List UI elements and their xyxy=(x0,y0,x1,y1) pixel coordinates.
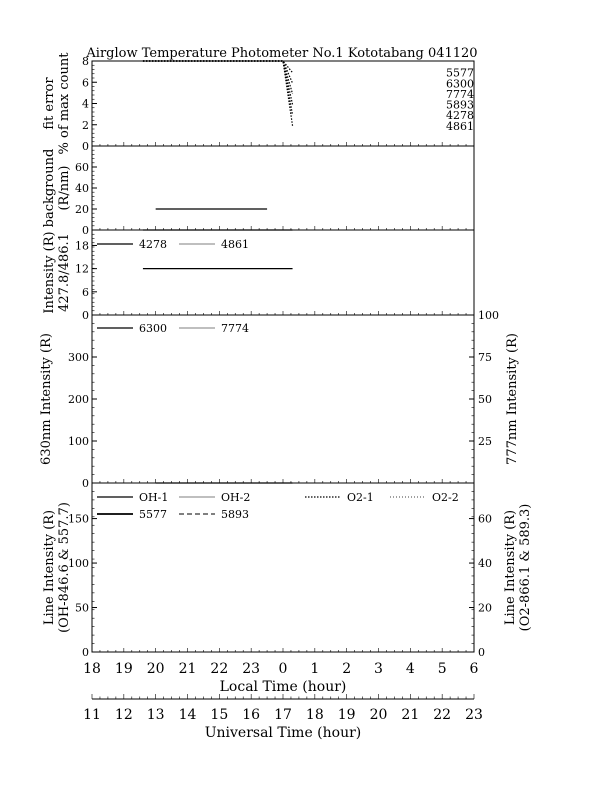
line-intensity-oh-o2-ylabel: Line Intensity (R) xyxy=(42,509,57,626)
intensity-630-777-right-ylabel: 777nm Intensity (R) xyxy=(505,333,520,465)
legend-label-OH-1: OH-1 xyxy=(139,491,169,504)
line-intensity-oh-o2-right-tick-label: 0 xyxy=(478,646,485,659)
panel-background xyxy=(42,146,474,237)
series-label-4861: 4861 xyxy=(446,119,474,133)
local-time-tick-label: 4 xyxy=(405,661,415,677)
universal-time-tick-label: 20 xyxy=(369,707,388,723)
line-intensity-oh-o2-left-tick-label: 150 xyxy=(68,512,89,526)
local-time-tick-label: 23 xyxy=(242,661,261,677)
universal-time-tick-label: 22 xyxy=(433,707,452,723)
fit-error-ylabel: % of max count xyxy=(57,52,72,155)
line-intensity-oh-o2-left-tick-label: 0 xyxy=(82,646,89,659)
local-time-tick-label: 18 xyxy=(83,661,101,677)
universal-time-tick-label: 13 xyxy=(146,707,165,723)
universal-time-tick-label: 23 xyxy=(465,707,483,723)
series-label-7774: 7774 xyxy=(446,87,474,101)
fit-error-left-tick-label: 6 xyxy=(82,76,89,90)
intensity-630-777-ylabel: 630nm Intensity (R) xyxy=(39,333,54,465)
intensity-427-486-left-tick-label: 6 xyxy=(82,285,89,299)
universal-time-tick-label: 16 xyxy=(242,707,261,723)
series-fit-error-5577 xyxy=(143,61,293,73)
series-fit-error-5893 xyxy=(143,61,293,105)
intensity-630-777-left-tick-label: 200 xyxy=(68,393,89,406)
fit-error-left-tick-label: 0 xyxy=(82,140,89,153)
series-fit-error-7774 xyxy=(143,61,293,94)
line-intensity-oh-o2-right-tick-label: 40 xyxy=(478,557,492,571)
fit-error-left-tick-label: 4 xyxy=(82,97,89,111)
fit-error-ylabel: fit error xyxy=(42,77,57,130)
universal-time-tick-label: 17 xyxy=(274,707,292,723)
line-intensity-oh-o2-right-tick-label: 20 xyxy=(478,601,492,615)
background-left-tick-label: 40 xyxy=(75,182,89,195)
local-time-tick-label: 5 xyxy=(437,661,447,677)
background-ylabel: background xyxy=(42,148,57,228)
background-ylabel: (R/nm) xyxy=(57,165,72,211)
legend-label-4861: 4861 xyxy=(221,238,249,251)
series-label-5577: 5577 xyxy=(446,66,474,80)
local-time-tick-label: 6 xyxy=(469,661,479,677)
series-fit-error-4861 xyxy=(143,61,293,126)
intensity-427-486-ylabel: 427.8/486.1 xyxy=(57,233,72,312)
series-label-6300: 6300 xyxy=(446,77,474,91)
universal-time-tick-label: 12 xyxy=(114,707,133,723)
legend-label-OH-2: OH-2 xyxy=(221,491,251,504)
line-intensity-oh-o2-right-ylabel: (O2-866.1 & 589.3) xyxy=(518,503,533,632)
local-time-tick-label: 20 xyxy=(146,661,165,677)
legend-label-O2-1: O2-1 xyxy=(347,491,374,504)
background-left-tick-label: 60 xyxy=(75,161,89,174)
local-time-tick-label: 21 xyxy=(178,661,197,677)
series-label-4278: 4278 xyxy=(446,109,474,123)
line-intensity-oh-o2-left-tick-label: 50 xyxy=(75,601,89,615)
background-left-tick-label: 20 xyxy=(75,203,89,216)
intensity-630-777-right-tick-label: 50 xyxy=(478,393,492,406)
universal-time-tick-label: 21 xyxy=(401,707,420,723)
panel-line-intensity-oh-o2 xyxy=(42,483,533,659)
intensity-630-777-left-tick-label: 100 xyxy=(68,435,89,448)
universal-time-tick-label: 19 xyxy=(337,707,356,723)
local-time-tick-label: 3 xyxy=(374,661,383,677)
fit-error-left-tick-label: 2 xyxy=(82,118,89,132)
intensity-630-777-right-tick-label: 25 xyxy=(478,435,492,448)
legend-label-5577: 5577 xyxy=(139,508,167,521)
universal-time-tick-label: 11 xyxy=(83,707,101,723)
local-time-tick-label: 0 xyxy=(278,661,288,677)
panels xyxy=(39,52,533,659)
chart-title: Airglow Temperature Photometer No.1 Kototabang 041120 xyxy=(86,46,478,61)
intensity-630-777-right-tick-label: 75 xyxy=(478,351,492,364)
legend-label-5893: 5893 xyxy=(221,508,249,521)
legend-label-7774: 7774 xyxy=(221,322,249,335)
universal-time-tick-label: 14 xyxy=(178,707,197,723)
local-time-tick-label: 22 xyxy=(210,661,229,677)
legend-label-O2-2: O2-2 xyxy=(432,491,459,504)
panel-intensity-427-486 xyxy=(42,230,474,322)
background-frame xyxy=(92,146,474,230)
panel-fit-error xyxy=(42,52,474,155)
fit-error-frame xyxy=(92,61,474,146)
line-intensity-oh-o2-ylabel: (OH-846.6 & 557.7) xyxy=(57,502,72,633)
series-fit-error-6300 xyxy=(143,61,293,83)
intensity-630-777-left-tick-label: 300 xyxy=(68,351,89,364)
line-intensity-oh-o2-right-tick-label: 60 xyxy=(478,512,492,526)
line-intensity-oh-o2-left-tick-label: 100 xyxy=(68,557,89,571)
local-time-tick-label: 2 xyxy=(342,661,352,677)
local-time-axis-label: Local Time (hour) xyxy=(219,679,347,695)
legend-label-6300: 6300 xyxy=(139,322,167,335)
fit-error-left-tick-label: 8 xyxy=(82,55,89,68)
universal-time-axis-label: Universal Time (hour) xyxy=(204,725,362,741)
intensity-427-486-ylabel: Intensity (R) xyxy=(42,231,57,314)
intensity-427-486-left-tick-label: 12 xyxy=(75,262,89,276)
x-axis-local-time xyxy=(83,661,478,695)
line-intensity-oh-o2-right-ylabel: Line Intensity (R) xyxy=(503,509,518,626)
intensity-630-777-frame xyxy=(92,315,474,483)
intensity-427-486-left-tick-label: 0 xyxy=(82,309,89,322)
universal-time-tick-label: 18 xyxy=(305,707,324,723)
intensity-630-777-right-tick-label: 100 xyxy=(478,309,499,322)
universal-time-tick-label: 15 xyxy=(210,707,229,723)
intensity-427-486-left-tick-label: 18 xyxy=(75,239,89,253)
local-time-tick-label: 19 xyxy=(114,661,133,677)
panel-intensity-630-777 xyxy=(39,309,520,490)
background-left-tick-label: 0 xyxy=(82,224,89,237)
intensity-630-777-left-tick-label: 0 xyxy=(82,477,89,490)
x-axis-universal-time xyxy=(83,694,483,741)
local-time-tick-label: 1 xyxy=(310,661,320,677)
legend-label-4278: 4278 xyxy=(139,238,167,251)
series-label-5893: 5893 xyxy=(446,98,474,112)
series-fit-error-4278 xyxy=(143,61,293,115)
